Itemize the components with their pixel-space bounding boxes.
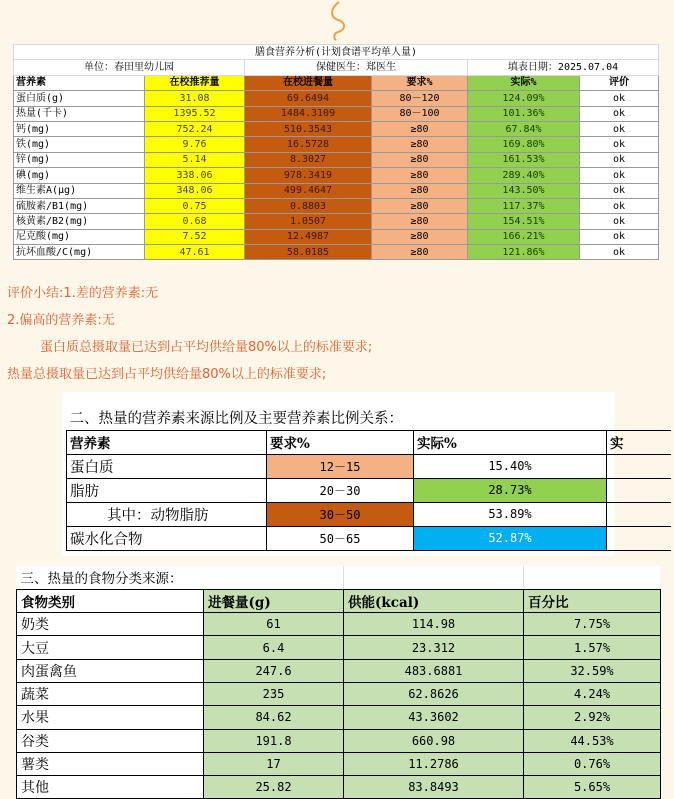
energy-source-ratio-table: [66, 406, 671, 551]
table3-title: 三、热量的食物分类来源：: [17, 566, 344, 589]
table-row: [14, 183, 659, 198]
amount-value: 84.62: [204, 706, 344, 729]
energy-value: 43.3602: [344, 706, 524, 729]
table-row: [14, 91, 659, 106]
table-row: [14, 229, 659, 244]
intake-value: 12.4987: [245, 229, 372, 244]
actual-value: 67.84%: [468, 121, 580, 136]
amount-value: 247.6: [204, 659, 344, 682]
requirement-value: ≥80: [372, 229, 468, 244]
table-row: [17, 729, 661, 752]
actual-value: 169.80%: [468, 137, 580, 152]
evaluation-value: ok: [580, 229, 659, 244]
energy-value: 660.98: [344, 729, 524, 752]
header-truncated: 实: [607, 430, 671, 454]
requirement-value: ≥80: [372, 152, 468, 167]
percent-value: 4.24%: [524, 682, 661, 705]
actual-value: 124.09%: [468, 91, 580, 106]
evaluation-value: ok: [580, 214, 659, 229]
summary-line-3: 蛋白质总摄取量已达到占平均供给量80%以上的标准要求;: [40, 340, 373, 355]
nutrient-name: 抗坏血酸/C(mg): [14, 245, 145, 260]
table-row: [67, 454, 671, 478]
table-row: [14, 137, 659, 152]
table-row: [17, 752, 661, 775]
requirement-value: ≥80: [372, 198, 468, 213]
header-intake: 在校进餐量: [245, 75, 372, 90]
nutrient-name: 碳水化合物: [67, 526, 267, 550]
table-row: [17, 776, 661, 799]
table2-header-row: [67, 430, 671, 454]
table-row: [14, 121, 659, 136]
table-row: [14, 214, 659, 229]
summary-line-2: 2.偏高的营养素:无: [7, 313, 115, 328]
requirement-value: ≥80: [372, 245, 468, 260]
evaluation-value: ok: [580, 137, 659, 152]
table-row: [14, 168, 659, 183]
table1-header-row: [14, 75, 659, 90]
header-requirement: 要求%: [372, 75, 468, 90]
table-row: [14, 106, 659, 121]
header-energy: 供能(kcal): [344, 589, 524, 612]
recommended-value: 0.75: [145, 198, 245, 213]
actual-value: 53.89%: [414, 502, 607, 526]
doctor-label: 保健医生：郑医生: [245, 60, 468, 75]
evaluation-value: ok: [580, 91, 659, 106]
table2-title: 二、热量的营养素来源比例及主要营养素比例关系：: [67, 406, 671, 430]
recommended-value: 47.61: [145, 245, 245, 260]
table-row: [14, 198, 659, 213]
food-category-name: 蔬菜: [17, 682, 204, 705]
recommended-value: 0.68: [145, 214, 245, 229]
amount-value: 235: [204, 682, 344, 705]
header-actual: 实际%: [468, 75, 580, 90]
unit-label: 单位：春田里幼儿园: [14, 60, 245, 75]
evaluation-value: ok: [580, 152, 659, 167]
nutrient-name: 铁(mg): [14, 137, 145, 152]
requirement-value: 12－15: [267, 454, 414, 478]
table-row: [17, 682, 661, 705]
requirement-value: 80－100: [372, 106, 468, 121]
table-row: [14, 152, 659, 167]
requirement-value: 20－30: [267, 478, 414, 502]
actual-value: 161.53%: [468, 152, 580, 167]
food-category-name: 肉蛋禽鱼: [17, 659, 204, 682]
energy-value: 62.8626: [344, 682, 524, 705]
decorative-swirl-icon: [326, 0, 352, 40]
header-recommended: 在校推荐量: [145, 75, 245, 90]
requirement-value: ≥80: [372, 214, 468, 229]
actual-value: 121.86%: [468, 245, 580, 260]
evaluation-value: ok: [580, 183, 659, 198]
recommended-value: 1395.52: [145, 106, 245, 121]
nutrient-name: 碘(mg): [14, 168, 145, 183]
food-category-name: 奶类: [17, 613, 204, 636]
requirement-value: 30－50: [267, 502, 414, 526]
nutrient-name: 硫胺素/B1(mg): [14, 198, 145, 213]
header-amount: 进餐量(g): [204, 589, 344, 612]
energy-value: 483.6881: [344, 659, 524, 682]
actual-value: 154.51%: [468, 214, 580, 229]
evaluation-value: ok: [580, 198, 659, 213]
actual-value: 117.37%: [468, 198, 580, 213]
recommended-value: 348.06: [145, 183, 245, 198]
nutrient-name: 蛋白质: [67, 454, 267, 478]
table1-title: 膳食营养分析(计划食谱平均单人量): [14, 45, 659, 60]
energy-source-ratio-section: [62, 392, 624, 556]
intake-value: 0.8803: [245, 198, 372, 213]
actual-value: 15.40%: [414, 454, 607, 478]
percent-value: 32.59%: [524, 659, 661, 682]
amount-value: 6.4: [204, 636, 344, 659]
table-row: [17, 659, 661, 682]
nutrient-name: 蛋白质(g): [14, 91, 145, 106]
energy-value: 114.98: [344, 613, 524, 636]
header-actual: 实际%: [414, 430, 607, 454]
header-nutrient: 营养素: [67, 430, 267, 454]
percent-value: 44.53%: [524, 729, 661, 752]
amount-value: 25.82: [204, 776, 344, 799]
food-category-name: 谷类: [17, 729, 204, 752]
recommended-value: 338.06: [145, 168, 245, 183]
actual-value: 52.87%: [414, 526, 607, 550]
intake-value: 1.0507: [245, 214, 372, 229]
header-nutrient: 营养素: [14, 75, 145, 90]
summary-line-4: 热量总摄取量已达到占平均供给量80%以上的标准要求;: [7, 367, 327, 382]
evaluation-value: ok: [580, 121, 659, 136]
amount-value: 61: [204, 613, 344, 636]
evaluation-value: ok: [580, 245, 659, 260]
intake-value: 8.3027: [245, 152, 372, 167]
evaluation-value: ok: [580, 106, 659, 121]
table-row: [17, 613, 661, 636]
intake-value: 510.3543: [245, 121, 372, 136]
recommended-value: 31.08: [145, 91, 245, 106]
requirement-value: 80－120: [372, 91, 468, 106]
amount-value: 191.8: [204, 729, 344, 752]
requirement-value: ≥80: [372, 121, 468, 136]
intake-value: 978.3419: [245, 168, 372, 183]
percent-value: 5.65%: [524, 776, 661, 799]
requirement-value: ≥80: [372, 137, 468, 152]
food-category-name: 其他: [17, 776, 204, 799]
nutrient-name: 钙(mg): [14, 121, 145, 136]
requirement-value: ≥80: [372, 168, 468, 183]
header-requirement: 要求%: [267, 430, 414, 454]
date-label: 填表日期：2025.07.04: [468, 60, 659, 75]
actual-value: 166.21%: [468, 229, 580, 244]
intake-value: 69.6494: [245, 91, 372, 106]
percent-value: 7.75%: [524, 613, 661, 636]
recommended-value: 752.24: [145, 121, 245, 136]
header-food-category: 食物类别: [17, 589, 204, 612]
food-category-name: 水果: [17, 706, 204, 729]
table3-header-row: [17, 589, 661, 612]
table-row: [17, 636, 661, 659]
recommended-value: 5.14: [145, 152, 245, 167]
table-row: [67, 526, 671, 550]
nutrient-name: 锌(mg): [14, 152, 145, 167]
actual-value: 289.40%: [468, 168, 580, 183]
nutrient-name: 核黄素/B2(mg): [14, 214, 145, 229]
food-category-name: 薯类: [17, 752, 204, 775]
percent-value: 0.76%: [524, 752, 661, 775]
nutrient-name: 脂肪: [67, 478, 267, 502]
intake-value: 499.4647: [245, 183, 372, 198]
nutrient-name: 其中：动物脂肪: [67, 502, 267, 526]
evaluation-value: ok: [580, 168, 659, 183]
table-row: [14, 245, 659, 260]
nutrient-name: 尼克酸(mg): [14, 229, 145, 244]
nutrient-name: 维生素A(μg): [14, 183, 145, 198]
nutrient-name: 热量(千卡): [14, 106, 145, 121]
intake-value: 16.5728: [245, 137, 372, 152]
food-category-section: [16, 566, 660, 798]
table-row: [17, 706, 661, 729]
energy-value: 83.8493: [344, 776, 524, 799]
summary-line-1: 评价小结:1.差的营养素:无: [7, 286, 159, 301]
energy-value: 11.2786: [344, 752, 524, 775]
percent-value: 1.57%: [524, 636, 661, 659]
recommended-value: 7.52: [145, 229, 245, 244]
requirement-value: 50－65: [267, 526, 414, 550]
table-row: [67, 502, 671, 526]
table-row: [67, 478, 671, 502]
recommended-value: 9.76: [145, 137, 245, 152]
food-category-energy-table: [16, 566, 661, 799]
actual-value: 101.36%: [468, 106, 580, 121]
intake-value: 58.0185: [245, 245, 372, 260]
requirement-value: ≥80: [372, 183, 468, 198]
energy-value: 23.312: [344, 636, 524, 659]
intake-value: 1484.3109: [245, 106, 372, 121]
food-category-name: 大豆: [17, 636, 204, 659]
actual-value: 143.50%: [468, 183, 580, 198]
actual-value: 28.73%: [414, 478, 607, 502]
header-evaluation: 评价: [580, 75, 659, 90]
percent-value: 2.92%: [524, 706, 661, 729]
amount-value: 17: [204, 752, 344, 775]
header-percent: 百分比: [524, 589, 661, 612]
nutrition-analysis-table: [13, 44, 659, 260]
